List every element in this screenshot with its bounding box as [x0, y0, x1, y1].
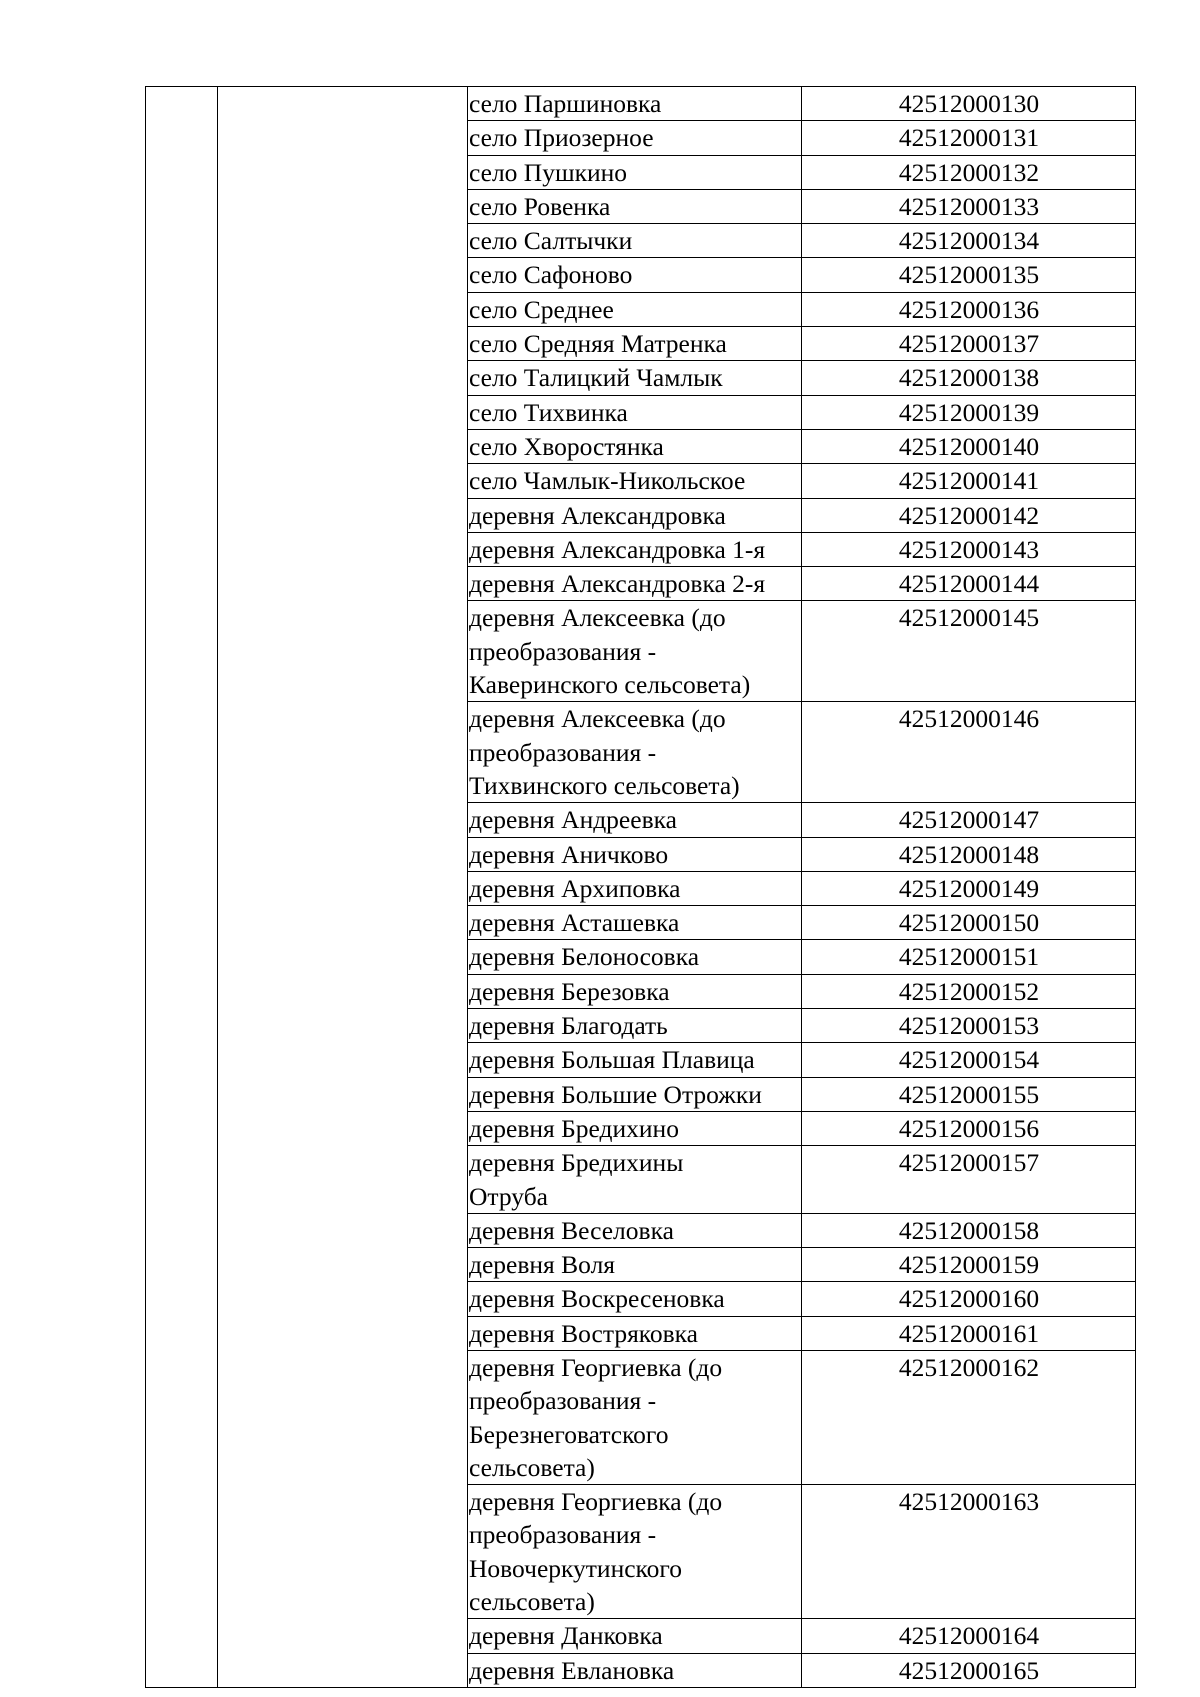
settlement-name-cell: деревня Большие Отрожки	[468, 1077, 802, 1111]
settlement-name-cell: деревня Алексеевка (до преобразования - Тихвинского сельсовета)	[468, 702, 802, 803]
table-body	[146, 87, 1136, 1688]
settlement-name-cell: деревня Данковка	[468, 1619, 802, 1653]
settlement-name-cell: село Тихвинка	[468, 395, 802, 429]
settlement-name-cell: деревня Георгиевка (до преобразования - Новочеркутинского сельсовета)	[468, 1485, 802, 1619]
settlement-code-cell: 42512000130	[802, 87, 1136, 121]
settlement-name-cell: деревня Воля	[468, 1248, 802, 1282]
settlement-name-cell: деревня Алексеевка (до преобразования - Каверинского сельсовета)	[468, 601, 802, 702]
settlement-name-cell: деревня Востряковка	[468, 1316, 802, 1350]
settlement-code-cell: 42512000152	[802, 974, 1136, 1008]
settlement-code-cell: 42512000132	[802, 155, 1136, 189]
settlement-code-cell: 42512000151	[802, 940, 1136, 974]
settlement-code-cell: 42512000157	[802, 1146, 1136, 1214]
settlement-code-cell: 42512000165	[802, 1653, 1136, 1687]
settlement-name-cell: село Сафоново	[468, 258, 802, 292]
settlement-name-cell: село Талицкий Чамлык	[468, 361, 802, 395]
settlement-code-cell: 42512000139	[802, 395, 1136, 429]
table-row	[146, 87, 1136, 121]
settlement-code-cell: 42512000142	[802, 498, 1136, 532]
settlement-name-cell: деревня Воскресеновка	[468, 1282, 802, 1316]
settlement-code-cell: 42512000135	[802, 258, 1136, 292]
settlement-code-cell: 42512000143	[802, 532, 1136, 566]
settlement-name-cell: деревня Веселовка	[468, 1213, 802, 1247]
settlement-code-cell: 42512000155	[802, 1077, 1136, 1111]
settlement-code-cell: 42512000150	[802, 906, 1136, 940]
settlement-name-cell: деревня Большая Плавица	[468, 1043, 802, 1077]
settlement-name-cell: деревня Александровка	[468, 498, 802, 532]
settlement-name-cell: деревня Березовка	[468, 974, 802, 1008]
settlement-code-cell: 42512000160	[802, 1282, 1136, 1316]
settlement-code-cell: 42512000158	[802, 1213, 1136, 1247]
settlement-code-cell: 42512000138	[802, 361, 1136, 395]
settlement-name-cell: деревня Александровка 1-я	[468, 532, 802, 566]
settlement-code-cell: 42512000140	[802, 429, 1136, 463]
settlement-name-cell: деревня Благодать	[468, 1009, 802, 1043]
settlement-code-cell: 42512000156	[802, 1111, 1136, 1145]
settlement-name-cell: деревня Андреевка	[468, 803, 802, 837]
settlement-code-cell: 42512000144	[802, 567, 1136, 601]
settlement-code-cell: 42512000161	[802, 1316, 1136, 1350]
settlement-name-cell: деревня Белоносовка	[468, 940, 802, 974]
settlement-code-cell: 42512000162	[802, 1350, 1136, 1484]
settlement-name-cell: село Приозерное	[468, 121, 802, 155]
settlement-code-cell: 42512000137	[802, 327, 1136, 361]
settlement-name-cell: село Салтычки	[468, 224, 802, 258]
settlement-name-cell: село Паршиновка	[468, 87, 802, 121]
settlement-code-cell: 42512000131	[802, 121, 1136, 155]
settlement-code-cell: 42512000148	[802, 837, 1136, 871]
settlement-name-cell: деревня Аничково	[468, 837, 802, 871]
settlement-name-cell: деревня Асташевка	[468, 906, 802, 940]
settlement-name-cell: село Хворостянка	[468, 429, 802, 463]
settlement-name-cell: село Чамлык-Никольское	[468, 464, 802, 498]
settlement-name-cell: село Средняя Матренка	[468, 327, 802, 361]
settlement-code-cell: 42512000164	[802, 1619, 1136, 1653]
settlement-name-cell: село Среднее	[468, 292, 802, 326]
settlement-name-cell: деревня Бредихино	[468, 1111, 802, 1145]
settlement-code-cell: 42512000154	[802, 1043, 1136, 1077]
settlement-name-cell: деревня Александровка 2-я	[468, 567, 802, 601]
settlement-name-cell: село Ровенка	[468, 189, 802, 223]
settlement-name-cell: деревня Архиповка	[468, 871, 802, 905]
settlement-code-cell: 42512000147	[802, 803, 1136, 837]
settlement-code-cell: 42512000149	[802, 871, 1136, 905]
settlement-code-cell: 42512000133	[802, 189, 1136, 223]
settlement-name-cell: деревня Георгиевка (до преобразования - Березнеговатского сельсовета)	[468, 1350, 802, 1484]
settlement-name-cell: деревня Бредихины Отруба	[468, 1146, 802, 1214]
settlement-code-cell: 42512000145	[802, 601, 1136, 702]
settlement-name-cell: деревня Евлановка	[468, 1653, 802, 1687]
settlement-codes-table	[145, 86, 1136, 1688]
settlement-code-cell: 42512000153	[802, 1009, 1136, 1043]
settlement-code-cell: 42512000159	[802, 1248, 1136, 1282]
settlement-name-cell: село Пушкино	[468, 155, 802, 189]
settlement-code-cell: 42512000134	[802, 224, 1136, 258]
empty-number-cell	[146, 87, 218, 1688]
empty-municipality-cell	[218, 87, 468, 1688]
settlement-code-cell: 42512000163	[802, 1485, 1136, 1619]
settlement-code-cell: 42512000136	[802, 292, 1136, 326]
settlement-code-cell: 42512000146	[802, 702, 1136, 803]
settlement-code-cell: 42512000141	[802, 464, 1136, 498]
